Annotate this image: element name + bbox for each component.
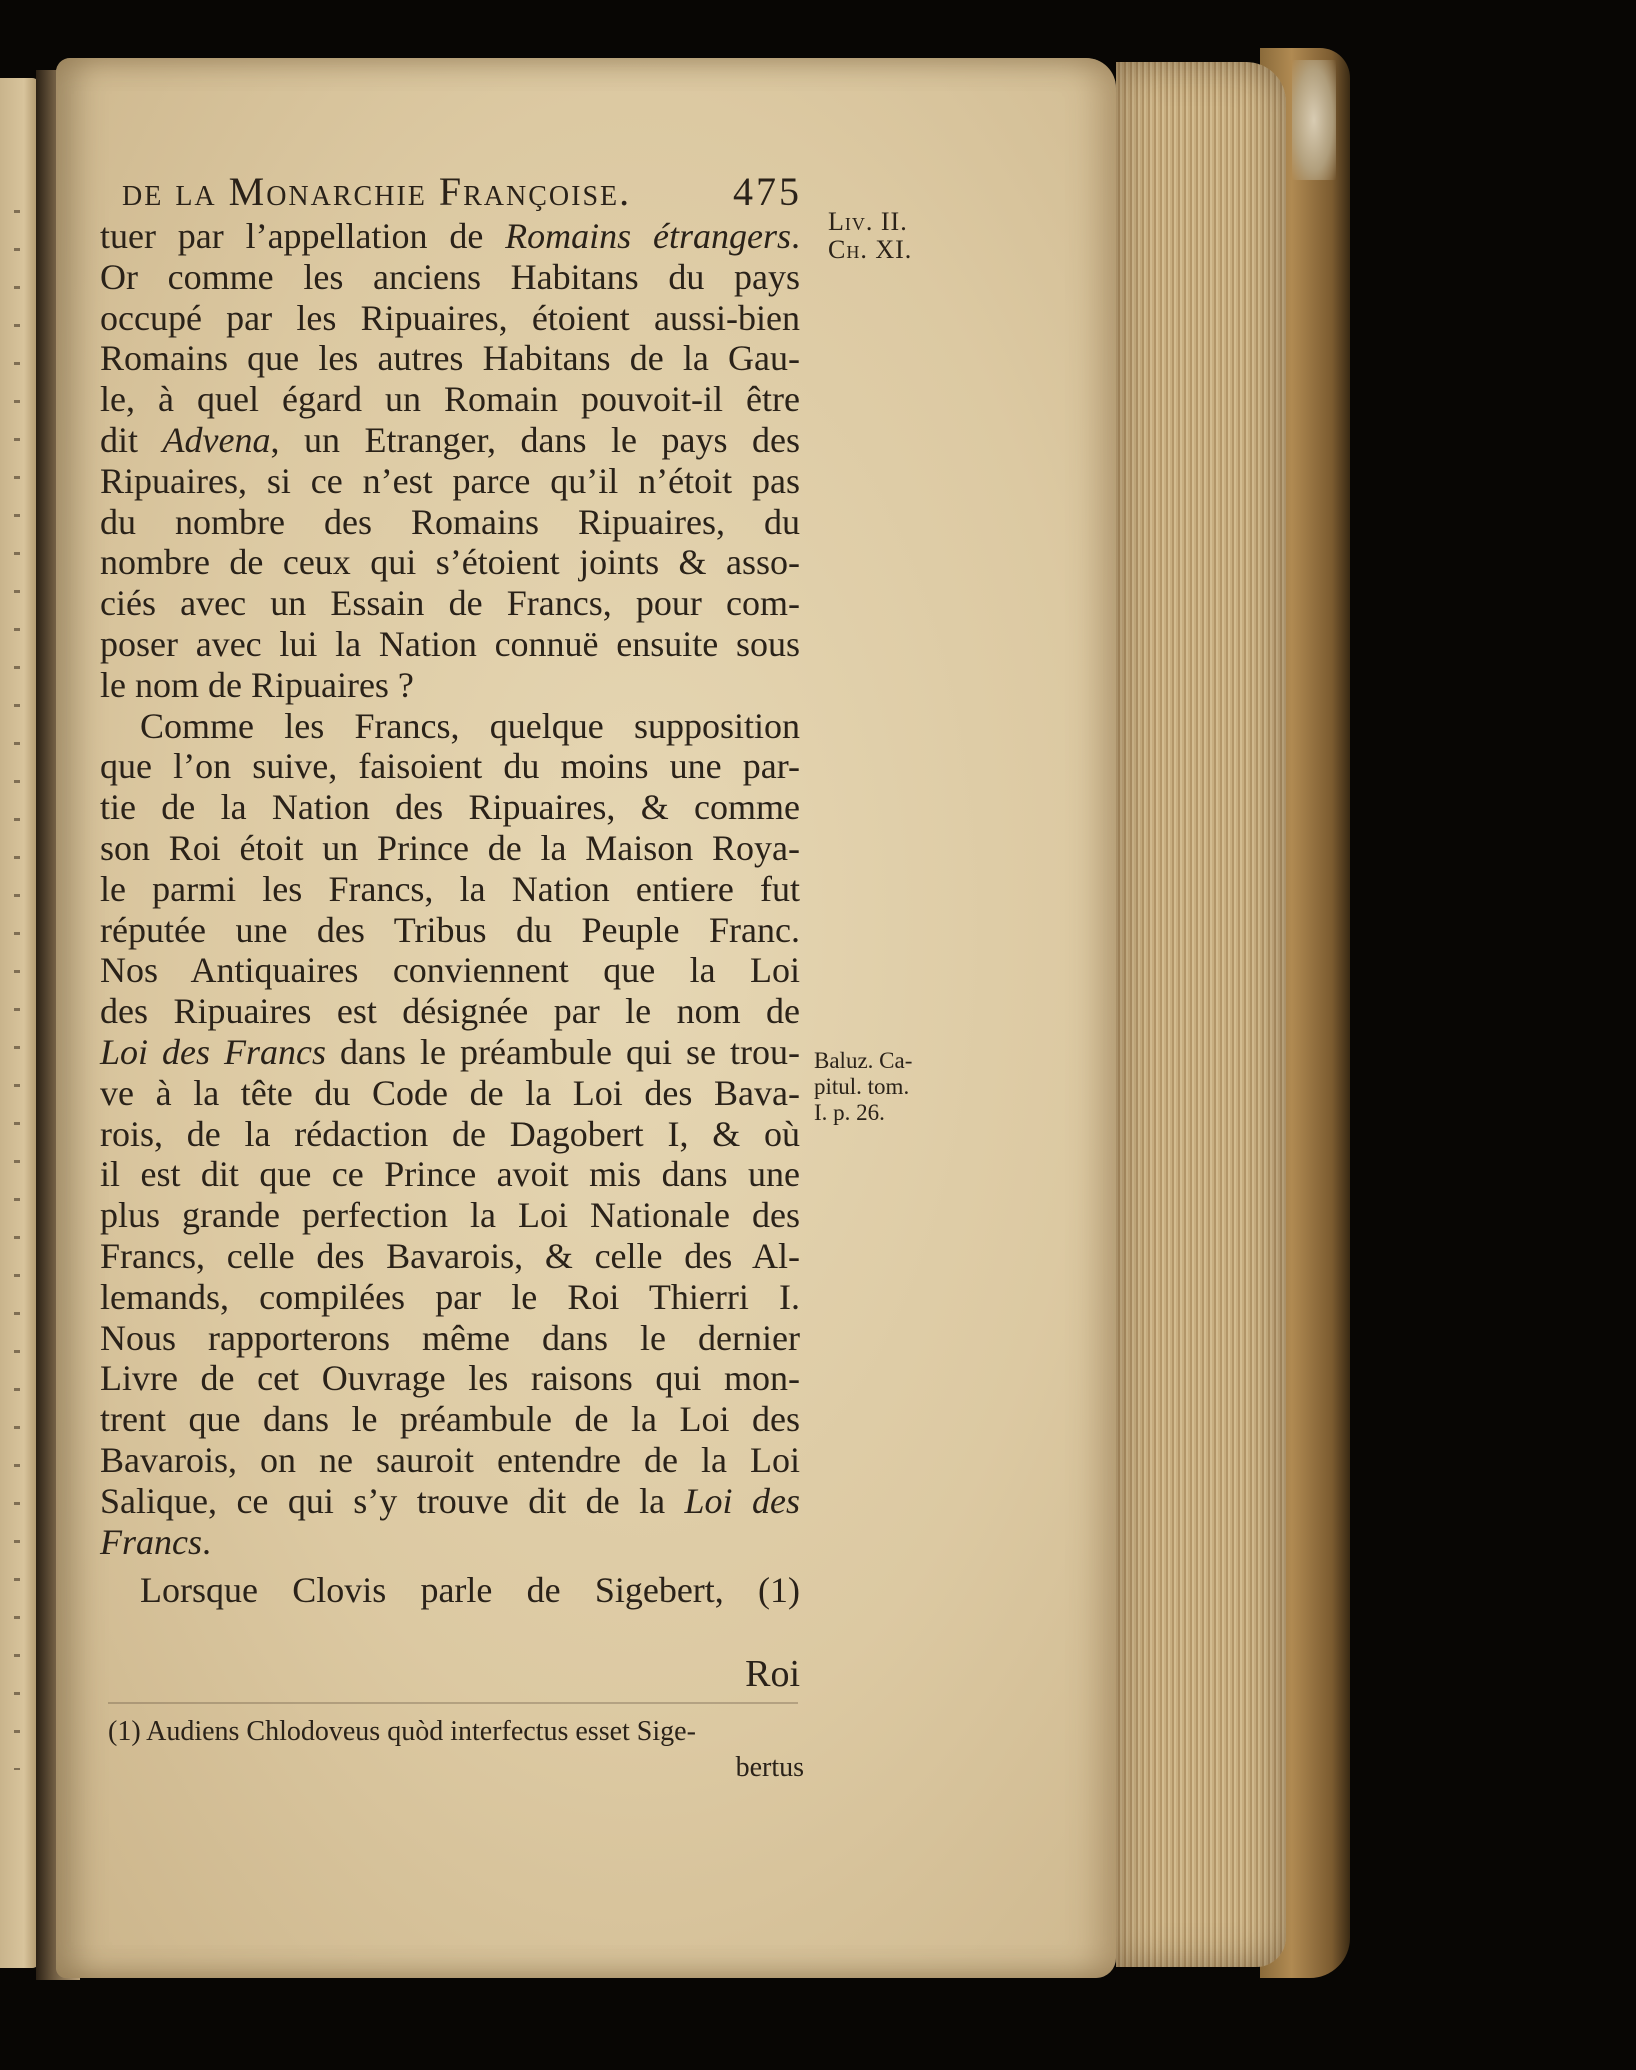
footnote-line: (1) Audiens Chlodoveus quòd interfectus esset Sige-: [108, 1716, 696, 1747]
text-run: dans le préambule qui se trou-: [326, 1032, 800, 1072]
text-run: occupé par les Ripuaires, étoient aussi-bien: [100, 297, 800, 338]
body-text-line: [100, 910, 800, 950]
text-run: nombre de ceux qui s’étoient joints & asso-: [100, 542, 800, 583]
body-text-line: [100, 1318, 800, 1358]
body-text-line: [100, 1236, 800, 1276]
text-run: que l’on suive, faisoient du moins une par-: [100, 746, 800, 787]
text-run: ciés avec un Essain de Francs, pour com-: [100, 583, 800, 624]
body-text-line: [100, 1522, 800, 1562]
body-text-line: [100, 583, 800, 623]
body-text-line: [140, 706, 800, 746]
footnote-line: bertus: [735, 1752, 804, 1783]
italic-phrase: Romains étrangers: [505, 216, 791, 256]
body-text-line: [100, 1440, 800, 1480]
text-run: trent que dans le préambule de la Loi des: [100, 1399, 800, 1440]
page-stack: [1116, 62, 1286, 1967]
text-run: des Ripuaires est désignée par le nom de: [100, 991, 800, 1032]
margin-ref-line: I. p. 26.: [814, 1100, 885, 1125]
body-text-line: [100, 379, 800, 419]
margin-ref-line: Baluz. Ca-: [814, 1048, 913, 1073]
italic-phrase: Advena: [162, 420, 271, 460]
text-run: lemands, compilées par le Roi Thierri I.: [100, 1276, 800, 1317]
text-run: poser avec lui la Nation connuë ensuite sous: [100, 624, 800, 664]
body-text-line: [100, 338, 800, 378]
italic-phrase: Loi des Francs: [100, 1032, 327, 1072]
text-run: rois, de la rédaction de Dagobert I, & où: [100, 1113, 800, 1154]
body-text-line: [100, 298, 800, 338]
text-run: son Roi étoit un Prince de la Maison Roya-: [100, 828, 800, 868]
margin-ref-line: pitul. tom.: [814, 1074, 910, 1099]
margin-note-book: [828, 208, 912, 264]
italic-phrase: Loi des: [684, 1480, 800, 1521]
body-text-line: [100, 828, 800, 868]
body-text-line: [100, 1114, 800, 1154]
body-text-line: [100, 257, 800, 297]
body-text-line: [100, 1195, 800, 1235]
body-text-line: [100, 665, 800, 705]
left-page: [0, 78, 40, 1968]
text-run: Ripuaires, si ce n’est parce qu’il n’étoit pas: [100, 460, 800, 501]
italic-phrase: Francs: [100, 1521, 202, 1562]
body-text-line: [100, 1481, 800, 1521]
body-text-line: [100, 950, 800, 990]
body-text-line: [100, 1358, 800, 1398]
body-text-line: [100, 1073, 800, 1113]
body-text-line: [140, 1570, 800, 1610]
running-header: [122, 168, 802, 218]
text-run: Bavarois, on ne sauroit entendre de la Loi: [100, 1440, 800, 1480]
cover-wear: [1292, 60, 1336, 180]
running-title: de la Monarchie Françoise.: [122, 169, 632, 214]
text-run: , un Etranger, dans le pays des: [270, 420, 800, 460]
text-run: Nos Antiquaires conviennent que la Loi: [100, 950, 800, 991]
body-text-line: [100, 1399, 800, 1439]
margin-chapter-line: Ch. XI.: [828, 235, 913, 264]
body-text-line: [100, 542, 800, 582]
text-run: Comme les Francs, quelque supposition: [140, 705, 800, 746]
text-run: le, à quel égard un Romain pouvoit-il être: [100, 379, 800, 420]
text-run: ve à la tête du Code de la Loi des Bava-: [100, 1072, 800, 1113]
body-text-line: [100, 1154, 800, 1194]
body-text-line: [100, 746, 800, 786]
left-page-text-edge: [14, 210, 20, 1770]
page-number: 475: [733, 169, 802, 214]
body-text-line: [100, 624, 800, 664]
text-run: tuer par l’appellation de: [100, 216, 506, 256]
text-run: il est dit que ce Prince avoit mis dans une: [100, 1154, 800, 1195]
text-run: Nous rapporterons même dans le dernier: [100, 1317, 800, 1358]
catchword: Roi: [745, 1653, 800, 1695]
body-text-line: [100, 869, 800, 909]
margin-note-reference: [814, 1048, 912, 1126]
text-run: dit: [100, 420, 163, 460]
text-run: le nom de Ripuaires ?: [100, 664, 414, 705]
text-run: Salique, ce qui s’y trouve dit de la: [100, 1480, 685, 1521]
margin-book-line: Liv. II.: [828, 207, 908, 236]
text-run: tie de la Nation des Ripuaires, & comme: [100, 787, 800, 828]
text-run: plus grande perfection la Loi Nationale des: [100, 1195, 800, 1236]
footnote-rule: [108, 1702, 798, 1704]
text-run: Francs, celle des Bavarois, & celle des Al-: [100, 1236, 800, 1276]
body-text-line: [100, 420, 800, 460]
text-run: Livre de cet Ouvrage les raisons qui mon-: [100, 1358, 800, 1399]
body-text-line: [100, 216, 800, 256]
text-run: Lorsque Clovis parle de Sigebert, (1): [140, 1570, 800, 1611]
body-text-line: [100, 991, 800, 1031]
text-run: du nombre des Romains Ripuaires, du: [100, 501, 800, 542]
body-text-line: [100, 1277, 800, 1317]
body-text-line: [100, 1032, 800, 1072]
text-run: .: [202, 1521, 211, 1562]
body-text-line: [100, 502, 800, 542]
text-run: le parmi les Francs, la Nation entiere fut: [100, 868, 800, 909]
text-run: Romains que les autres Habitans de la Gau-: [100, 338, 800, 379]
body-text-line: [100, 461, 800, 501]
text-run: .: [791, 216, 800, 256]
body-text-line: [100, 787, 800, 827]
text-run: Or comme les anciens Habitans du pays: [100, 256, 800, 297]
text-run: réputée une des Tribus du Peuple Franc.: [100, 909, 800, 950]
